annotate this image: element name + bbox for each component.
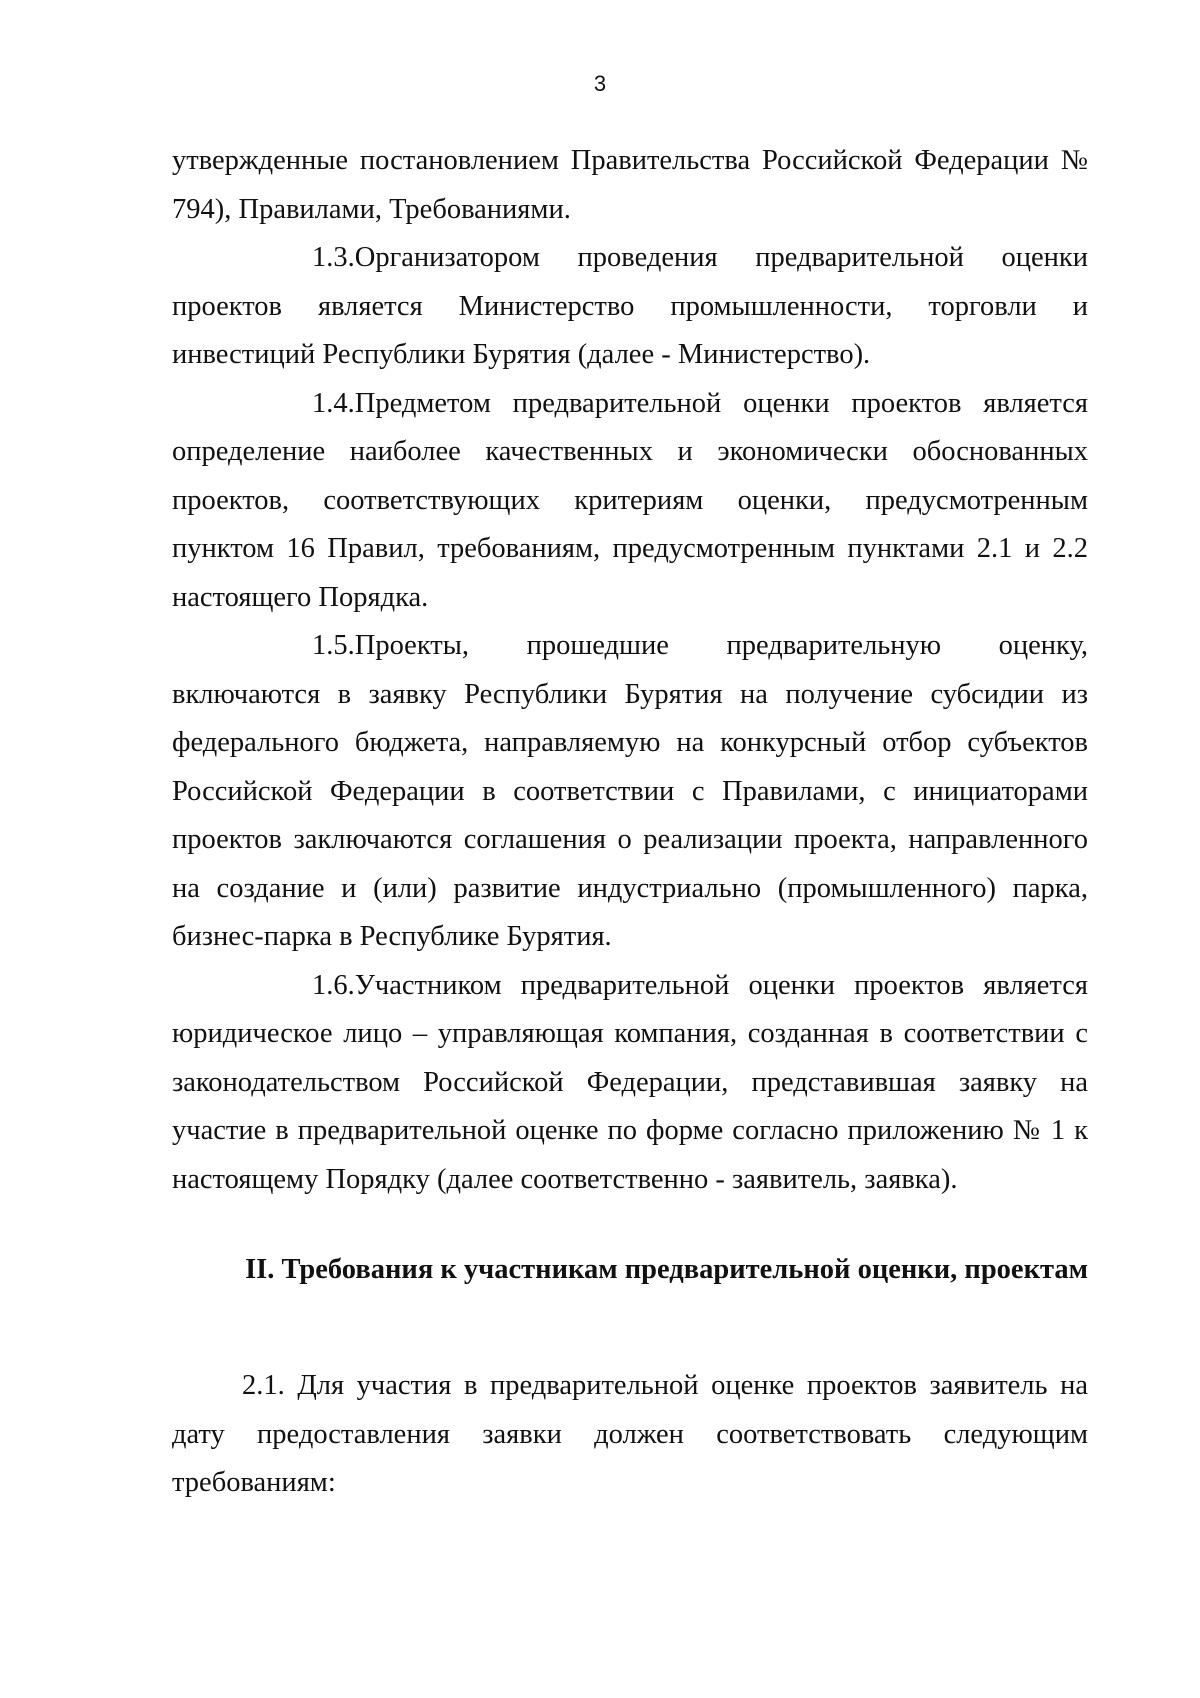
- paragraph-1-4: [172, 380, 1088, 623]
- paragraph-text: Проекты, прошедшие предварительную оценку, включаются в заявку Республики Бурятия на получение субсидии из федерального бюджета, направляемую на конкурсный отбор субъектов Российской Федерации в соответствии с Правилами, с инициаторами проектов заключаются соглашения о реализации проекта, направленного на создание и (или) развитие индустриально (промышленного) парка, бизнес-парка в Республике Бурятия.: [172, 630, 1088, 952]
- paragraph-2-1: [172, 1362, 1088, 1508]
- paragraph-1-5: [172, 622, 1088, 962]
- paragraph-1-3: [172, 234, 1088, 380]
- paragraph-number: 1.5.: [312, 630, 355, 661]
- paragraph-text: Организатором проведения предварительной оценки проектов является Министерство промышленности, торговли и инвестиций Республики Бурятия (далее - Министерство).: [172, 242, 1088, 370]
- page-number: 3: [593, 71, 607, 96]
- paragraph-number: 1.3.: [312, 242, 355, 273]
- paragraph-text: Предметом предварительной оценки проектов является определение наиболее качественных и экономически обоснованных проектов, соответствующих критериям оценки, предусмотренным пунктом 16 Правил, требованиям, предусмотренным пунктами 2.1 и 2.2 настоящего Порядка.: [172, 387, 1088, 613]
- section-heading: II. Требования к участникам предварительной оценки, проектам: [245, 1254, 1088, 1285]
- paragraph-text: Участником предварительной оценки проектов является юридическое лицо – управляющая компания, созданная в соответствии с законодательством Российской Федерации, представившая заявку на участие в предварительной оценке по форме согласно приложению № 1 к настоящему Порядку (далее соответственно - заявитель, заявка).: [172, 969, 1088, 1195]
- paragraph-1-6: [172, 962, 1088, 1205]
- paragraph-number: 2.1.: [242, 1370, 285, 1401]
- paragraph-number: 1.4.: [312, 387, 355, 419]
- text-block-bottom: [172, 1362, 1088, 1508]
- text-block-top: [172, 137, 1088, 1204]
- paragraph-number: 1.6.: [312, 969, 355, 1001]
- paragraph-text: Для участия в предварительной оценке проектов заявитель на дату предоставления заявки должен соответствовать следующим требованиям:: [172, 1370, 1088, 1498]
- paragraph-continuation: утвержденные постановлением Правительства Российской Федерации № 794), Правилами, Требованиями.: [172, 145, 1088, 225]
